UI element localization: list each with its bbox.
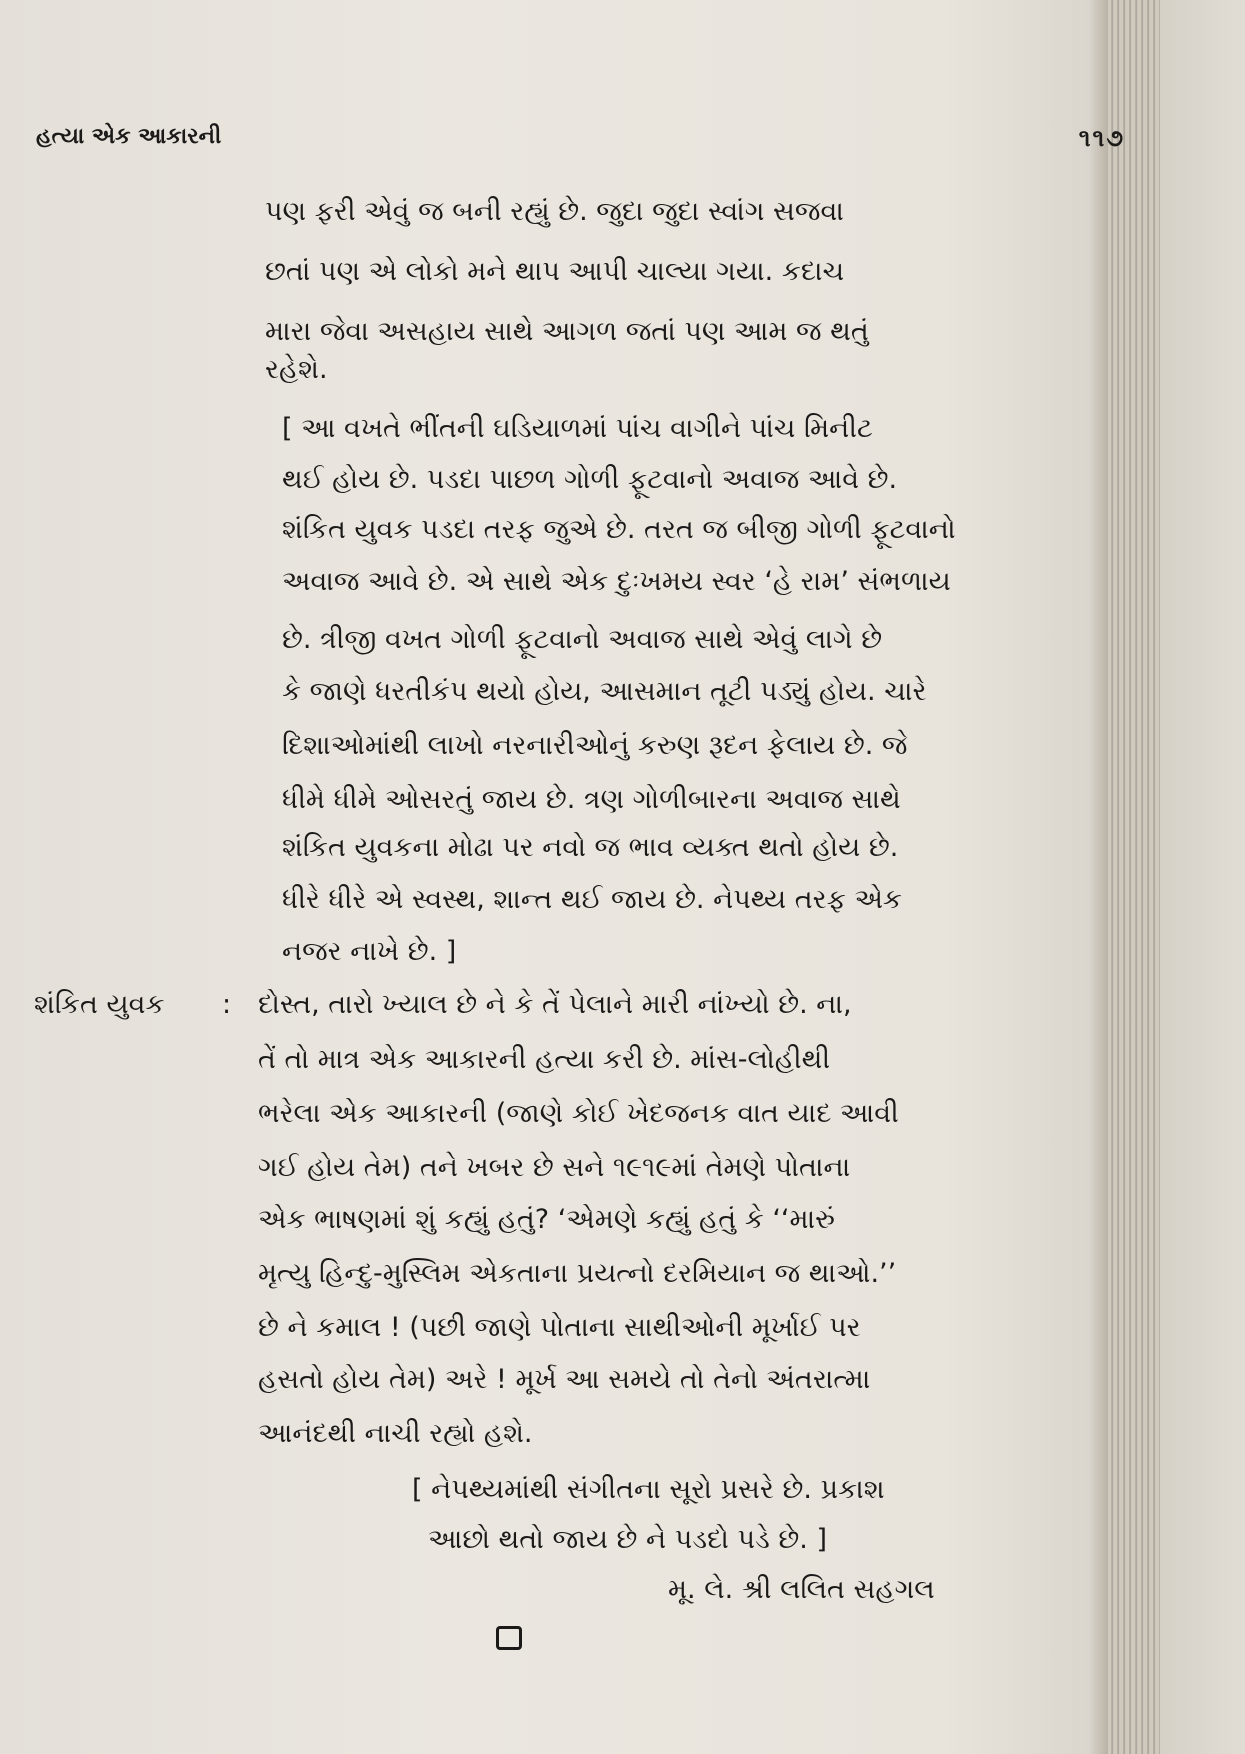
text-line: અવાજ આવે છે. એ સાથે એક દુઃખમય સ્વર ‘હે રામ’ સંભળાય	[282, 566, 951, 597]
text-line: છતાં પણ એ લોકો મને થાપ આપી ચાલ્યા ગયા. કદાચ	[265, 256, 845, 287]
page-gutter-shadow	[1090, 0, 1108, 1754]
text-line: આનંદથી નાચી રહ્યો હશે.	[258, 1418, 533, 1449]
text-line: રહેશે.	[265, 354, 328, 385]
text-line: છે ને કમાલ ! (પછી જાણે પોતાના સાથીઓની મૂર્ખાઈ પર	[258, 1312, 861, 1343]
text-line: પણ ફરી એવું જ બની રહ્યું છે. જુદા જુદા સ્વાંગ સજવા	[265, 196, 844, 227]
text-line: છે. ત્રીજી વખત ગોળી ફૂટવાનો અવાજ સાથે એવું લાગે છે	[282, 624, 883, 655]
end-mark-icon	[496, 1626, 522, 1650]
page-edges	[1108, 0, 1160, 1754]
text-line: મારા જેવા અસહાય સાથે આગળ જતાં પણ આમ જ થતું	[265, 316, 869, 347]
text-line: ધીમે ધીમે ઓસરતું જાય છે. ત્રણ ગોળીબારના અવાજ સાથે	[282, 784, 901, 815]
page-number: ૧૧૭	[1078, 124, 1125, 152]
text-line: એક ભાષણમાં શું કહ્યું હતું? ‘એમણે કહ્યું હતું કે ‘‘મારું	[258, 1204, 835, 1235]
text-line: દોસ્ત, તારો ખ્યાલ છે ને કે તેં પેલાને મારી નાંખ્યો છે. ના,	[258, 989, 852, 1020]
text-line: આછો થતો જાય છે ને પડદો પડે છે. ]	[428, 1524, 827, 1555]
text-line: શંકિત યુવકના મોઢા પર નવો જ ભાવ વ્યક્ત થતો હોય છે.	[282, 832, 899, 863]
text-line: કે જાણે ધરતીકંપ થયો હોય, આસમાન તૂટી પડ્યું હોય. ચારે	[282, 676, 927, 707]
text-line: ભરેલા એક આકારની (જાણે કોઈ ખેદજનક વાત યાદ આવી	[258, 1098, 899, 1129]
text-line: શંકિત યુવક પડદા તરફ જુએ છે. તરત જ બીજી ગોળી ફૂટવાનો	[282, 514, 956, 545]
text-line: તેં તો માત્ર એક આકારની હત્યા કરી છે. માંસ-લોહીથી	[258, 1044, 831, 1075]
text-line: ગઈ હોય તેમ) તને ખબર છે સને ૧૯૧૯માં તેમણે પોતાના	[258, 1152, 851, 1183]
text-line: દિશાઓમાંથી લાખો નરનારીઓનું કરુણ રૂદન ફેલાય છે. જે	[282, 730, 908, 761]
running-title: હત્યા એક આકારની	[36, 124, 222, 149]
adjacent-page	[1160, 0, 1245, 1754]
text-line: ધીરે ધીરે એ સ્વસ્થ, શાન્ત થઈ જાય છે. નેપથ્ય તરફ એક	[282, 884, 902, 915]
speaker-name: શંકિત યુવક	[34, 989, 165, 1020]
speaker-colon: :	[222, 989, 232, 1020]
text-line: નજર નાખે છે. ]	[282, 936, 457, 967]
text-line: થઈ હોય છે. પડદા પાછળ ગોળી ફૂટવાનો અવાજ આવે છે.	[282, 464, 898, 495]
text-line: [ નેપથ્યમાંથી સંગીતના સૂરો પ્રસરે છે. પ્રકાશ	[412, 1474, 885, 1505]
translation-credit: મૂ. લે. શ્રી લલિત સહગલ	[668, 1574, 935, 1605]
text-line: [ આ વખતે ભીંતની ઘડિયાળમાં પાંચ વાગીને પાંચ મિનીટ	[282, 413, 873, 444]
page-header	[36, 124, 1125, 160]
text-line: મૃત્યુ હિન્દુ-મુસ્લિમ એકતાના પ્રયત્નો દરમિયાન જ થાઓ.’’	[258, 1258, 897, 1289]
text-line: હસતો હોય તેમ) અરે ! મૂર્ખ આ સમયે તો તેનો અંતરાત્મા	[258, 1364, 871, 1395]
